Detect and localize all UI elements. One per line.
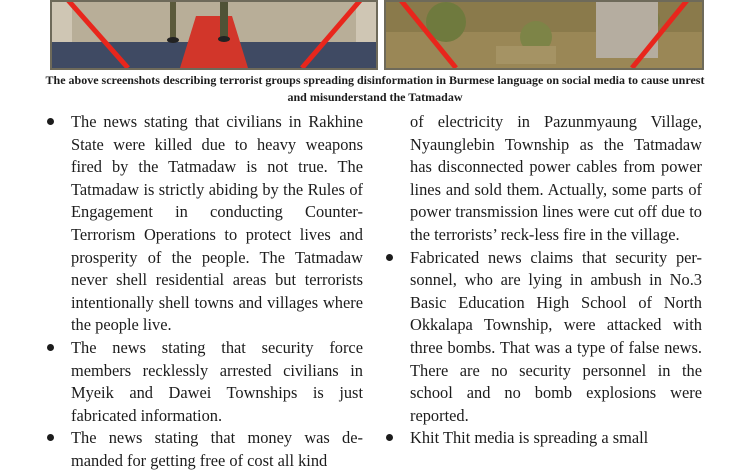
bullet-text: The news stating that civilians in Rakhine State were killed due to heavy weapons fired by the Tatmadaw is not true. The Tatmadaw is strictly abiding by the Rules of Engagement in conducting Counter-Terrorism Operations to protect lives and prosperity of the people. The Tatmadaw never shell residential areas but terrorists intentionally shell towns and villages where the people live.: [71, 112, 363, 335]
continued-paragraph: of electricity in Pazunmyaung Village, Nyaunglebin Township as the Tatmadaw has disconnected power cables from power lines and sold them. Actually, some parts of power transmission lines were cut off due to the terrorists’ reck-less fire in the village.: [410, 112, 702, 244]
bullet-dot-icon: [47, 118, 54, 125]
right-column: [410, 111, 702, 450]
bullet-text: Fabricated news claims that security per-sonnel, who are lying in ambush in No.3 Basic Education High School of North Okkalapa Township, were attacked with three bombs. That was a type of false news. There are no security personnel in the school and no bomb explosions were reported.: [410, 247, 702, 425]
left-red-cross-mark: [52, 2, 376, 68]
bullet-text: The news stating that security force members recklessly arrested civilians in Myeik and Dawei Townships is just fabricated information.: [71, 337, 363, 425]
bullet-text: The news stating that money was de-manded for getting free of cost all kind: [71, 428, 363, 470]
bullet-paragraph: [71, 337, 363, 427]
bullet-dot-icon: [386, 254, 393, 261]
right-red-cross-mark: [386, 2, 702, 68]
bullet-paragraph: [71, 427, 363, 472]
bullet-paragraph: [410, 427, 702, 450]
left-column: [71, 111, 363, 473]
bullet-dot-icon: [47, 344, 54, 351]
bullet-paragraph: [410, 247, 702, 428]
screenshot-strip: [50, 0, 704, 70]
bullet-dot-icon: [47, 434, 54, 441]
bullet-paragraph: [71, 111, 363, 337]
bullet-text: Khit Thit media is spreading a small: [410, 428, 649, 448]
left-screenshot-image: [50, 0, 378, 70]
bullet-dot-icon: [386, 434, 393, 441]
right-screenshot-image: [384, 0, 704, 70]
image-caption: The above screenshots describing terrorist groups spreading disinformation in Burmese language on social media to cause unrest and misunderstand the Tatmadaw: [45, 73, 705, 104]
